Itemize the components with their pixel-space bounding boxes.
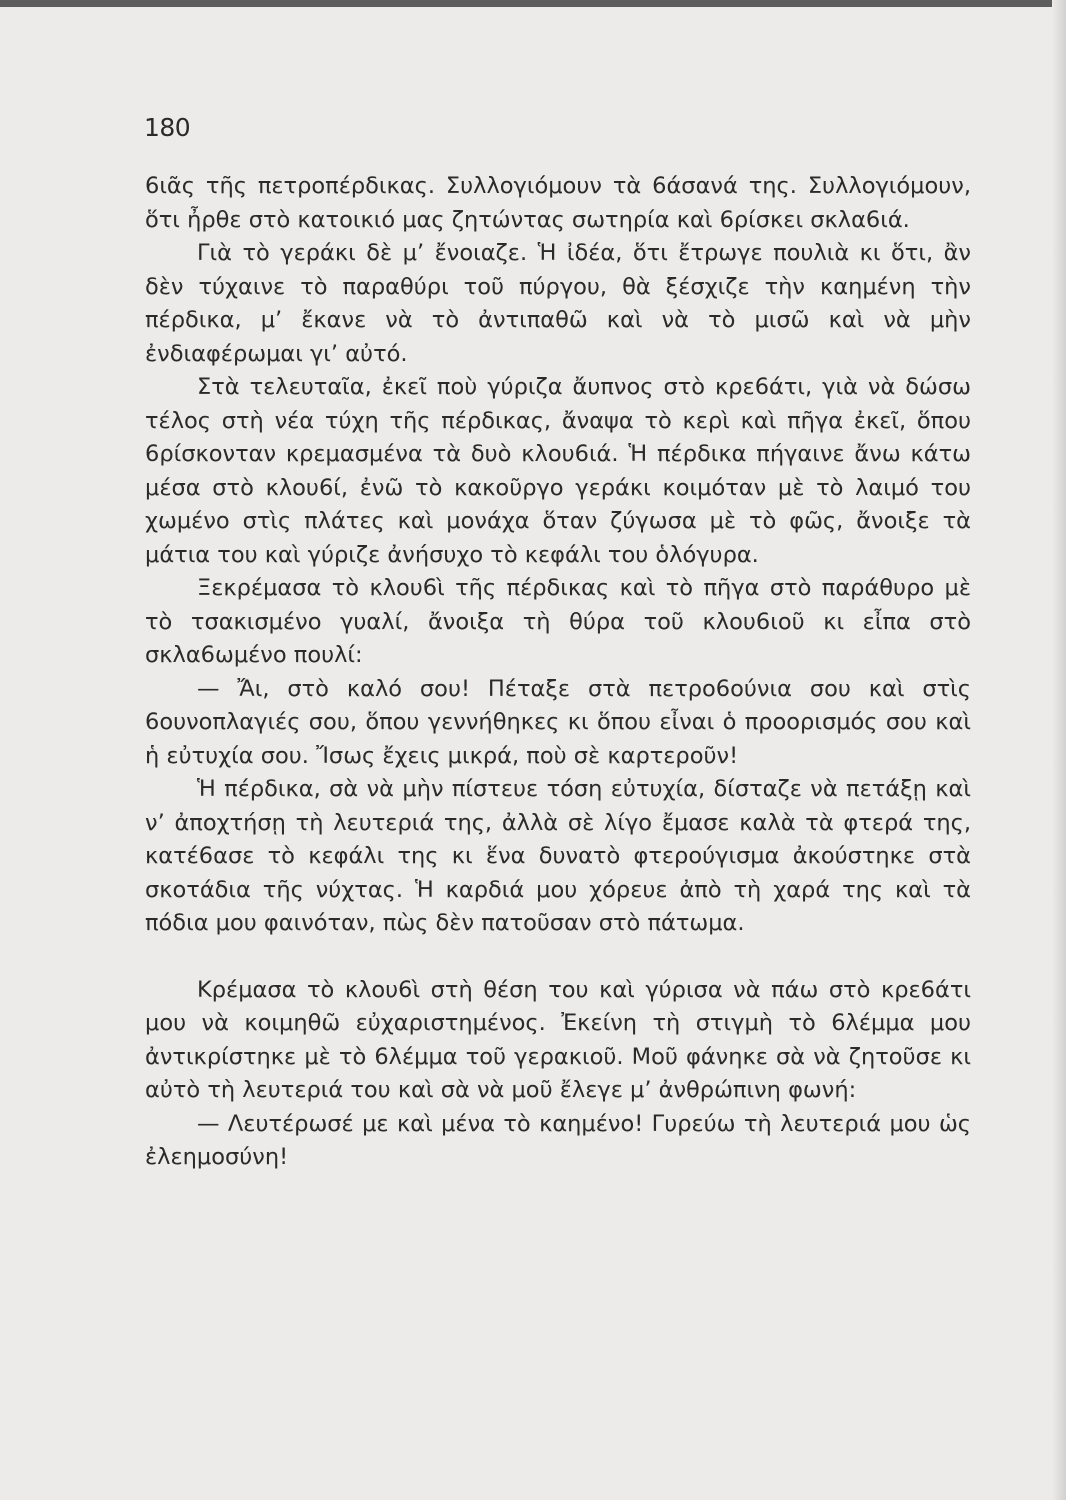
page-number: 180 [144, 113, 191, 142]
paragraph-3: Στὰ τελευταῖα, ἐκεῖ ποὺ γύριζα ἄυπνος στὸ κρε6άτι, γιὰ νὰ δώσω τέλος στὴ νέα τύχη τῆς πέρδικας, ἄναψα τὸ κερὶ καὶ πῆγα ἐκεῖ, ὅπου 6ρίσκονταν κρεμασμένα τὰ δυὸ κλου6ιά. Ἡ πέρδικα πήγαινε ἄνω κάτω μέσα στὸ κλου6ί, ἐνῶ τὸ κακοῦργο γεράκι κοιμόταν μὲ τὸ λαιμό του χωμένο στὶς πλάτες καὶ μονάχα ὅταν ζύγωσα μὲ τὸ φῶς, ἄνοιξε τὰ μάτια του καὶ γύριζε ἀνήσυχο τὸ κεφάλι του ὁλόγυρα. [145, 374, 971, 568]
paragraph-6: Κρέμασα τὸ κλου6ὶ στὴ θέση του καὶ γύρισα νὰ πάω στὸ κρε6άτι μου νὰ κοιμηθῶ εὐχαριστημένος. Ἐκείνη τὴ στιγμὴ τὸ 6λέμμα μου ἀντικρίστηκε μὲ τὸ 6λέμμα τοῦ γερακιοῦ. Μοῦ φάνηκε σὰ νὰ ζητοῦσε κι αὐτὸ τὴ λευτεριά του καὶ σὰ νὰ μοῦ ἔλεγε μ’ ἀνθρώπινη φωνή: [145, 976, 971, 1103]
paragraph-2: Γιὰ τὸ γεράκι δὲ μ’ ἔνοιαζε. Ἡ ἰδέα, ὅτι ἔτρωγε πουλιὰ κι ὅτι, ἂν δὲν τύχαινε τὸ παραθύρι τοῦ πύργου, θὰ ξέσχιζε τὴν καημένη τὴν πέρδικα, μ’ ἔκανε νὰ τὸ ἀντιπαθῶ καὶ νὰ τὸ μισῶ καὶ νὰ μὴν ἐνδιαφέρωμαι γι’ αὐτό. [145, 240, 971, 367]
dialogue-2: — Λευτέρωσέ με καὶ μένα τὸ καημένο! Γυρεύω τὴ λευτεριά μου ὡς ἐλεημοσύνη! [145, 1110, 971, 1170]
paragraph-5: Ἡ πέρδικα, σὰ νὰ μὴν πίστευε τόση εὐτυχία, δίσταζε νὰ πετάξῃ καὶ ν’ ἀποχτήσῃ τὴ λευτεριά της, ἀλλὰ σὲ λίγο ἔμασε καλὰ τὰ φτερά της, κατέ6ασε τὸ κεφάλι της κι ἕνα δυνατὸ φτερούγισμα ἀκούστηκε στὰ σκοτάδια τῆς νύχτας. Ἡ καρδιά μου χόρευε ἀπὸ τὴ χαρά της καὶ τὰ πόδια μου φαινόταν, πὼς δὲν πατοῦσαν στὸ πάτωμα. [145, 776, 971, 936]
paragraph-4: Ξεκρέμασα τὸ κλου6ὶ τῆς πέρδικας καὶ τὸ πῆγα στὸ παράθυρο μὲ τὸ τσακισμένο γυαλί, ἄνοιξα τὴ θύρα τοῦ κλου6ιοῦ κι εἶπα στὸ σκλα6ωμένο πουλί: [145, 575, 971, 668]
body-text [145, 170, 971, 1175]
page-right-edge-shadow [1052, 0, 1066, 1500]
paragraph-1: 6ιᾶς τῆς πετροπέρδικας. Συλλογιόμουν τὰ 6άσανά της. Συλλογιόμουν, ὅτι ἦρθε στὸ κατοικιό μας ζητώντας σωτηρία καὶ 6ρίσκει σκλα6ιά. [145, 173, 971, 233]
dialogue-1: — Ἄι, στὸ καλό σου! Πέταξε στὰ πετρο6ούνια σου καὶ στὶς 6ουνοπλαγιές σου, ὅπου γεννήθηκες κι ὅπου εἶναι ὁ προορισμός σου καὶ ἡ εὐτυχία σου. Ἴσως ἔχεις μικρά, ποὺ σὲ καρτεροῦν! [145, 675, 971, 769]
page-top-edge [0, 0, 1066, 7]
